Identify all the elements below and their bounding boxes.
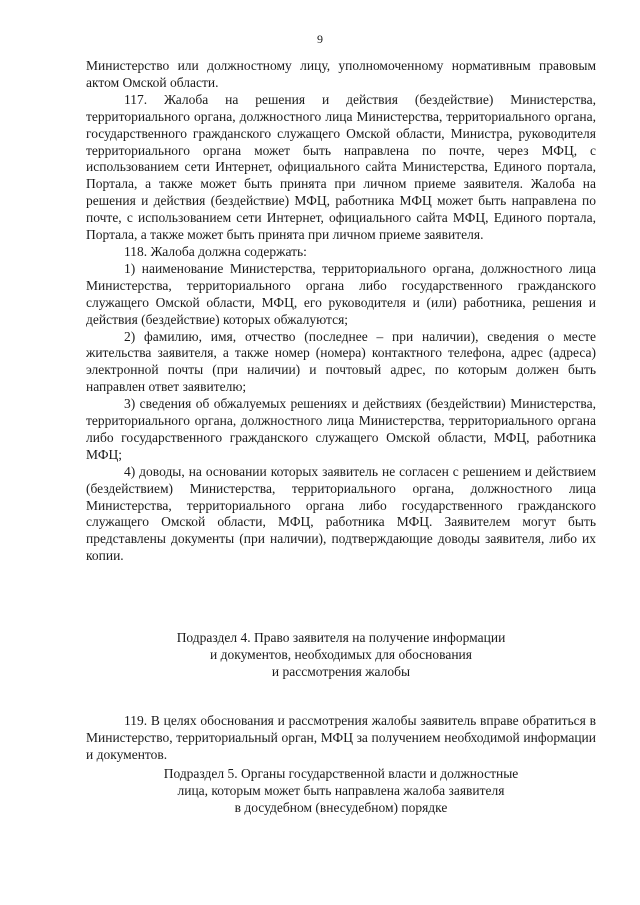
paragraph-118: 118. Жалоба должна содержать: <box>124 243 307 259</box>
subsection-4-line-2: и документов, необходимых для обоснования <box>210 646 472 662</box>
paragraph-117: 117. Жалоба на решения и действия (бездействие) Министерства, территориального органа, должностного лица Министерства, территориального органа, государственного гражданского служащего Омской области, Министра, руководителя территориального органа может быть направлена по почте, через МФЦ, с использованием сети Интернет, официального сайта Министерства, Единого портала, Портала, а также может быть принята при личном приеме заявителя. Жалоба на решения и действия (бездействие) МФЦ, работника МФЦ может быть направлена по почте, с использованием сети Интернет, официального сайта МФЦ, Единого портала, Портала, а также может быть принята при личном приеме заявителя. <box>86 91 596 243</box>
subsection-4-line-3: и рассмотрения жалобы <box>271 663 411 679</box>
paragraph-118-item-2: 2) фамилию, имя, отчество (последнее – при наличии), сведения о месте жительства заявителя, а также номер (номера) контактного телефона, адрес (адреса) электронной почты (при наличии) и почтовый адрес, по которым должен быть направлен ответ заявителю; <box>86 328 596 395</box>
document-body <box>86 58 596 565</box>
paragraph-119: 119. В целях обоснования и рассмотрения жалобы заявитель вправе обратиться в Министерство, территориальный орган, МФЦ за получением необходимой информации и документов. <box>86 713 596 762</box>
subsection-4-line-1: Подраздел 4. Право заявителя на получение информации <box>176 630 506 645</box>
subsection-5-line-3: в досудебном (внесудебном) порядке <box>234 799 448 815</box>
page-number: 9 <box>317 32 323 46</box>
paragraph-118-item-1: 1) наименование Министерства, территориального органа, должностного лица Министерства, территориального органа либо государственного гражданского служащего Омской области, МФЦ, его руководителя и (или) работника, решения и действия (бездействие) которых обжалуются; <box>86 260 596 327</box>
subsection-4-heading <box>86 630 596 681</box>
subsection-5-line-2: лица, которым может быть направлена жалоба заявителя <box>177 782 505 798</box>
subsection-5-line-1: Подраздел 5. Органы государственной власти и должностные <box>163 766 519 781</box>
subsection-5-heading <box>86 766 596 817</box>
paragraph-119-block <box>86 713 596 764</box>
paragraph-118-item-4: 4) доводы, на основании которых заявитель не согласен с решением и действием (бездействием) Министерства, территориального органа, должностного лица Министерства, территориального органа либо государственного гражданского служащего Омской области, МФЦ, работника МФЦ. Заявителем могут быть представлены документы (при наличии), подтверждающие доводы заявителя, либо их копии. <box>86 463 596 564</box>
paragraph-continuation: Министерство или должностному лицу, уполномоченному нормативным правовым актом Омской области. <box>86 58 596 90</box>
paragraph-118-item-3: 3) сведения об обжалуемых решениях и действиях (бездействии) Министерства, территориального органа, должностного лица Министерства, территориального органа либо государственного гражданского служащего Омской области, МФЦ, работника МФЦ; <box>86 396 596 462</box>
